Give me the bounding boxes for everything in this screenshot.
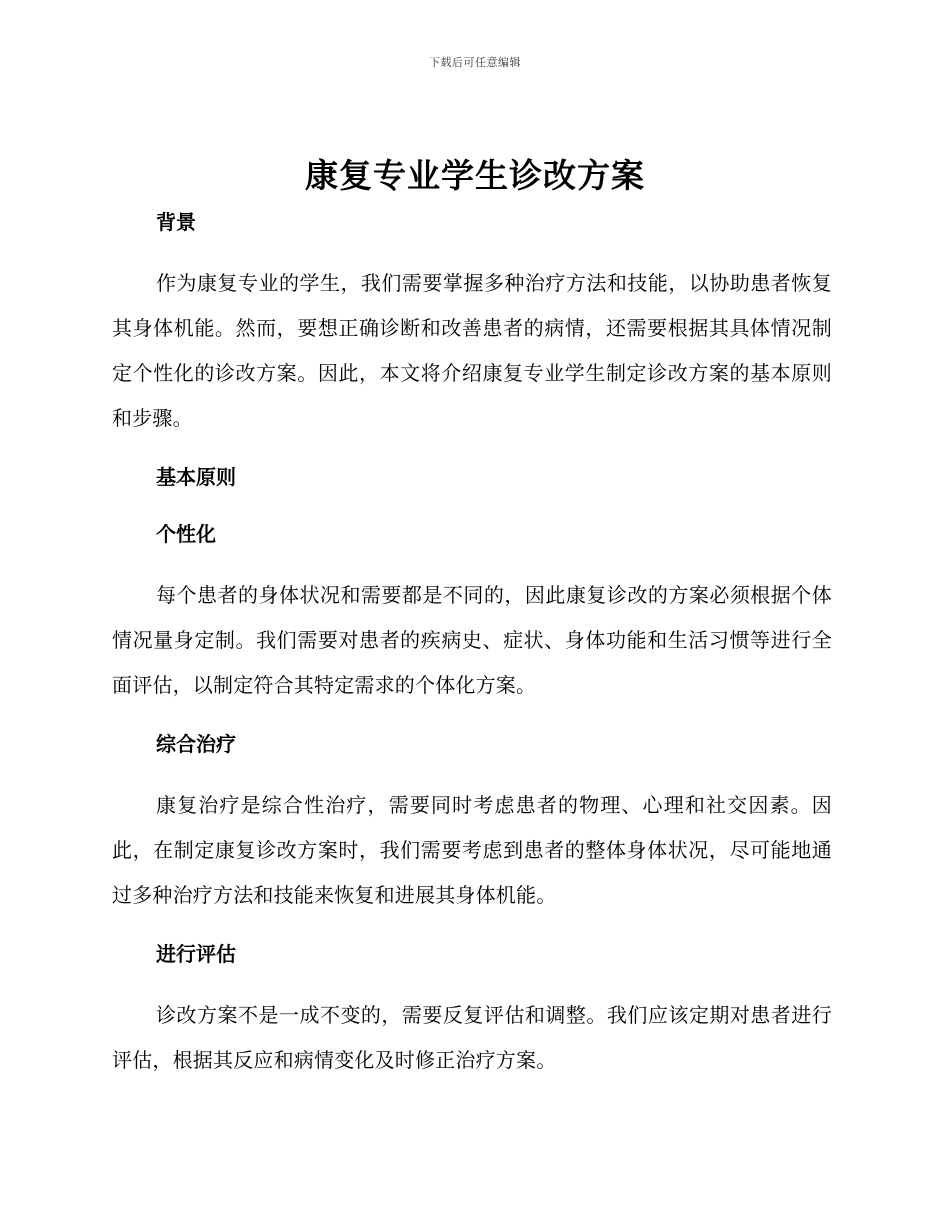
paragraph-personalization: 每个患者的身体状况和需要都是不同的，因此康复诊改的方案必须根据个体情况量身定制。我们需要对患者的疾病史、症状、身体功能和生活习惯等进行全面评估，以制定符合其特定需求的个体化方案。 [112, 583, 832, 697]
paragraph-comprehensive-treatment: 康复治疗是综合性治疗，需要同时考虑患者的物理、心理和社交因素。因此，在制定康复诊改方案时，我们需要考虑到患者的整体身体状况，尽可能地通过多种治疗方法和技能来恢复和进展其身体机能。 [112, 793, 832, 907]
document-body [112, 206, 832, 1083]
section-heading-background: 背景 [156, 210, 196, 234]
document-title: 康复专业学生诊改方案 [305, 156, 645, 195]
section-heading-evaluation: 进行评估 [156, 942, 236, 966]
paragraph-background: 作为康复专业的学生，我们需要掌握多种治疗方法和技能，以协助患者恢复其身体机能。然而，要想正确诊断和改善患者的病情，还需要根据其具体情况制定个性化的诊改方案。因此，本文将介绍康复专业学生制定诊改方案的基本原则和步骤。 [112, 271, 832, 430]
section-heading-personalization: 个性化 [156, 522, 216, 546]
section-heading-comprehensive-treatment: 综合治疗 [156, 732, 236, 756]
section-heading-basic-principles: 基本原则 [156, 465, 236, 489]
paragraph-evaluation: 诊改方案不是一成不变的，需要反复评估和调整。我们应该定期对患者进行评估，根据其反应和病情变化及时修正治疗方案。 [112, 1003, 832, 1072]
page-header-note: 下载后可任意编辑 [429, 56, 521, 69]
